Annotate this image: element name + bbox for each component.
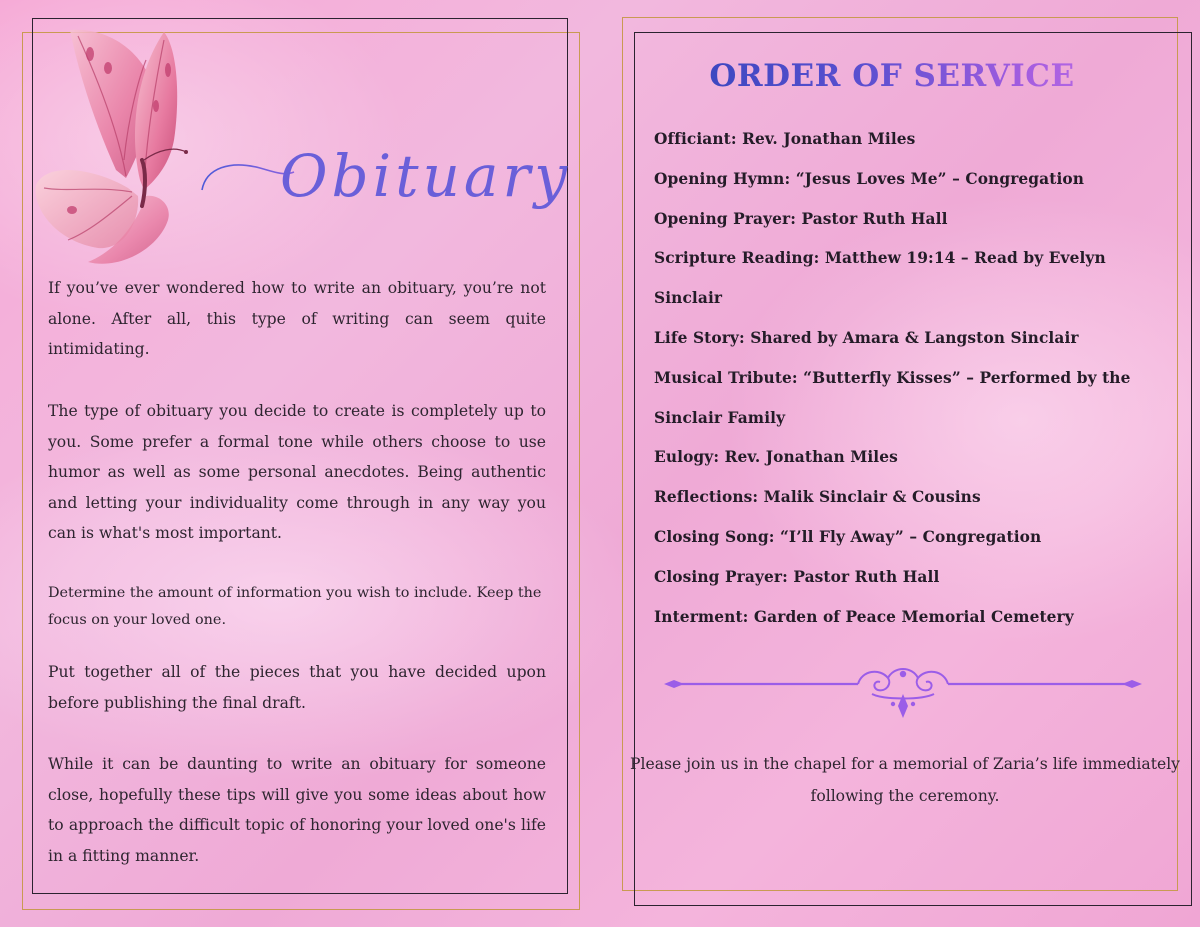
butterfly-icon: [28, 10, 198, 270]
service-item-closing-song: Closing Song: “I’ll Fly Away” – Congregation: [654, 527, 1042, 546]
service-item-opening-hymn: Opening Hymn: “Jesus Loves Me” – Congregation: [654, 169, 1085, 188]
service-item-life-story: Life Story: Shared by Amara & Langston Sinclair: [654, 328, 1079, 347]
service-list: [654, 120, 1154, 637]
obituary-paragraph-4: Put together all of the pieces that you have decided upon before publishing the final draft.: [48, 663, 546, 712]
service-item-closing-prayer: Closing Prayer: Pastor Ruth Hall: [654, 567, 940, 586]
obituary-title: [200, 128, 571, 238]
obituary-paragraph-5: While it can be daunting to write an obituary for someone close, hopefully these tips will give you some ideas about how to approach the difficult topic of honoring your loved one's life in a fitting manner.: [48, 755, 546, 865]
service-item-opening-prayer: Opening Prayer: Pastor Ruth Hall: [654, 209, 948, 228]
obituary-paragraph-2: The type of obituary you decide to create is completely up to you. Some prefer a formal tone while others choose to use humor as well as some personal anecdotes. Being authentic and letting your individuality come through in any way you can is what's most important.: [48, 402, 546, 542]
service-item-interment: Interment: Garden of Peace Memorial Cemetery: [654, 607, 1074, 626]
service-item-scripture-reading: Scripture Reading: Matthew 19:14 – Read by Evelyn Sinclair: [654, 249, 1106, 308]
memorial-invitation: Please join us in the chapel for a memorial of Zaria’s life immediately following the ceremony.: [630, 755, 1180, 805]
obituary-paragraph-3: Determine the amount of information you wish to include. Keep the focus on your loved one.: [48, 585, 542, 628]
service-item-reflections: Reflections: Malik Sinclair & Cousins: [654, 488, 981, 507]
obituary-paragraph-1: If you’ve ever wondered how to write an obituary, you’re not alone. After all, this type of writing can seem quite intimidating.: [48, 279, 546, 358]
obituary-title-text: Obituary: [280, 142, 571, 210]
ornamental-divider-icon: [662, 660, 1144, 722]
order-of-service-title: ORDER OF SERVICE: [622, 58, 1162, 94]
service-item-eulogy: Eulogy: Rev. Jonathan Miles: [654, 448, 898, 467]
service-item-officiant: Officiant: Rev. Jonathan Miles: [654, 130, 916, 148]
service-item-musical-tribute: Musical Tribute: “Butterfly Kisses” – Performed by the Sinclair Family: [654, 368, 1131, 427]
